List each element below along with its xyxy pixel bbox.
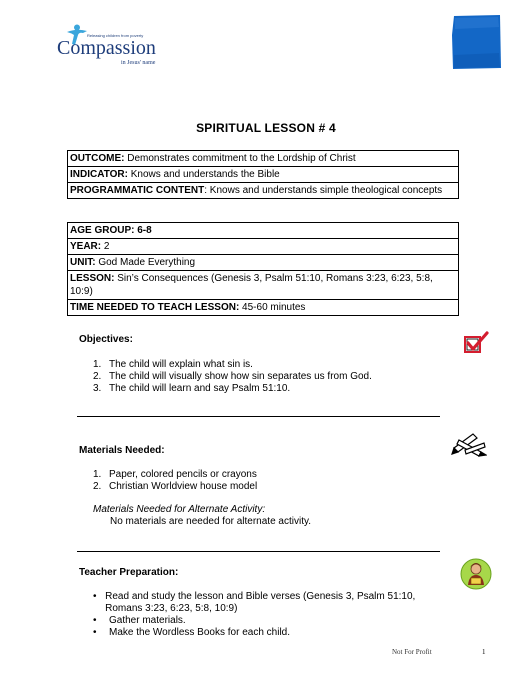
lesson-row [68,271,458,300]
material-2: Christian Worldview house model [109,481,258,492]
list-item: 3. The child will learn and say Psalm 51:10. [93,383,291,394]
page-title: SPIRITUAL LESSON # 4 [196,121,336,135]
teacher-item-1: Read and study the lesson and Bible verses (Genesis 3, Psalm 51:10, Romans 3:23, 6:23, 5:8, 10:9) [105,591,416,614]
compassion-logo [55,24,165,68]
unit-row [68,255,458,271]
list-item: • Read and study the lesson and Bible verses (Genesis 3, Psalm 51:10, Romans 3:23, 6:23, 5:8, 10:9) [93,591,443,615]
alternate-materials-text: No materials are needed for alternate activity. [110,516,312,527]
teacher-item-2: Gather materials. [109,615,186,626]
list-item: • Gather materials. [93,615,186,626]
outcome-row [68,151,458,167]
objective-1: The child will explain what sin is. [109,359,253,370]
lesson-info-box [67,222,459,316]
indicator-label: INDICATOR: [70,169,128,180]
outcome-value: Demonstrates commitment to the Lordship of Christ [124,153,356,164]
logo-tagline: Releasing children from poverty [87,33,144,38]
objective-3: The child will learn and say Psalm 51:10. [109,383,291,394]
year-label: YEAR: [70,241,102,252]
programmatic-row [68,183,458,198]
material-1: Paper, colored pencils or crayons [109,469,257,480]
lesson-label: LESSON: [70,273,115,284]
list-item: 2. Christian Worldview house model [93,481,258,492]
age-group-label: AGE GROUP: 6-8 [70,225,152,236]
footer-not-for-profit: Not For Profit [392,648,432,656]
pencil-crayon-icon [451,430,487,458]
time-row [68,300,458,315]
age-group-row [68,223,458,239]
time-label: TIME NEEDED TO TEACH LESSON: [70,302,240,313]
section-divider [77,551,440,552]
list-item: 1. Paper, colored pencils or crayons [93,469,257,480]
unit-value: God Made Everything [95,257,196,268]
teacher-prep-heading: Teacher Preparation: [79,567,179,578]
materials-list [93,469,257,493]
year-value: 2 [101,241,110,252]
list-item: 2. The child will visually show how sin separates us from God. [93,371,372,382]
objective-2: The child will visually show how sin separates us from God. [109,371,372,382]
section-divider [77,416,440,417]
list-item: 1. The child will explain what sin is. [93,359,253,370]
indicator-value: Knows and understands the Bible [127,169,280,180]
checkbox-check-icon [463,331,489,355]
materials-heading: Materials Needed: [79,445,165,456]
outcome-box [67,150,459,199]
time-value: 45-60 minutes [239,302,306,313]
year-row [68,239,458,255]
brand-color-block [452,15,501,69]
teacher-item-3: Make the Wordless Books for each child. [109,627,291,638]
lesson-value: Sin’s Consequences (Genesis 3, Psalm 51:10, Romans 3:23, 6:23, 5:8, 10:9) [70,273,433,297]
indicator-row [68,167,458,183]
logo-subtitle: in Jesus' name [121,60,156,66]
page-number: 1 [482,648,486,656]
teacher-prep-list [93,591,443,639]
objectives-heading: Objectives: [79,334,133,345]
list-item: • Make the Wordless Books for each child. [93,627,291,638]
unit-label: UNIT: [70,257,96,268]
logo-wordmark: Compassion [57,37,156,59]
outcome-label: OUTCOME: [70,153,125,164]
teacher-clipart-icon [459,557,493,591]
programmatic-label: PROGRAMMATIC CONTENT [70,185,205,196]
alternate-materials-heading: Materials Needed for Alternate Activity: [93,504,266,515]
programmatic-value: : Knows and understands simple theological concepts [204,185,443,196]
objectives-list [93,359,372,395]
